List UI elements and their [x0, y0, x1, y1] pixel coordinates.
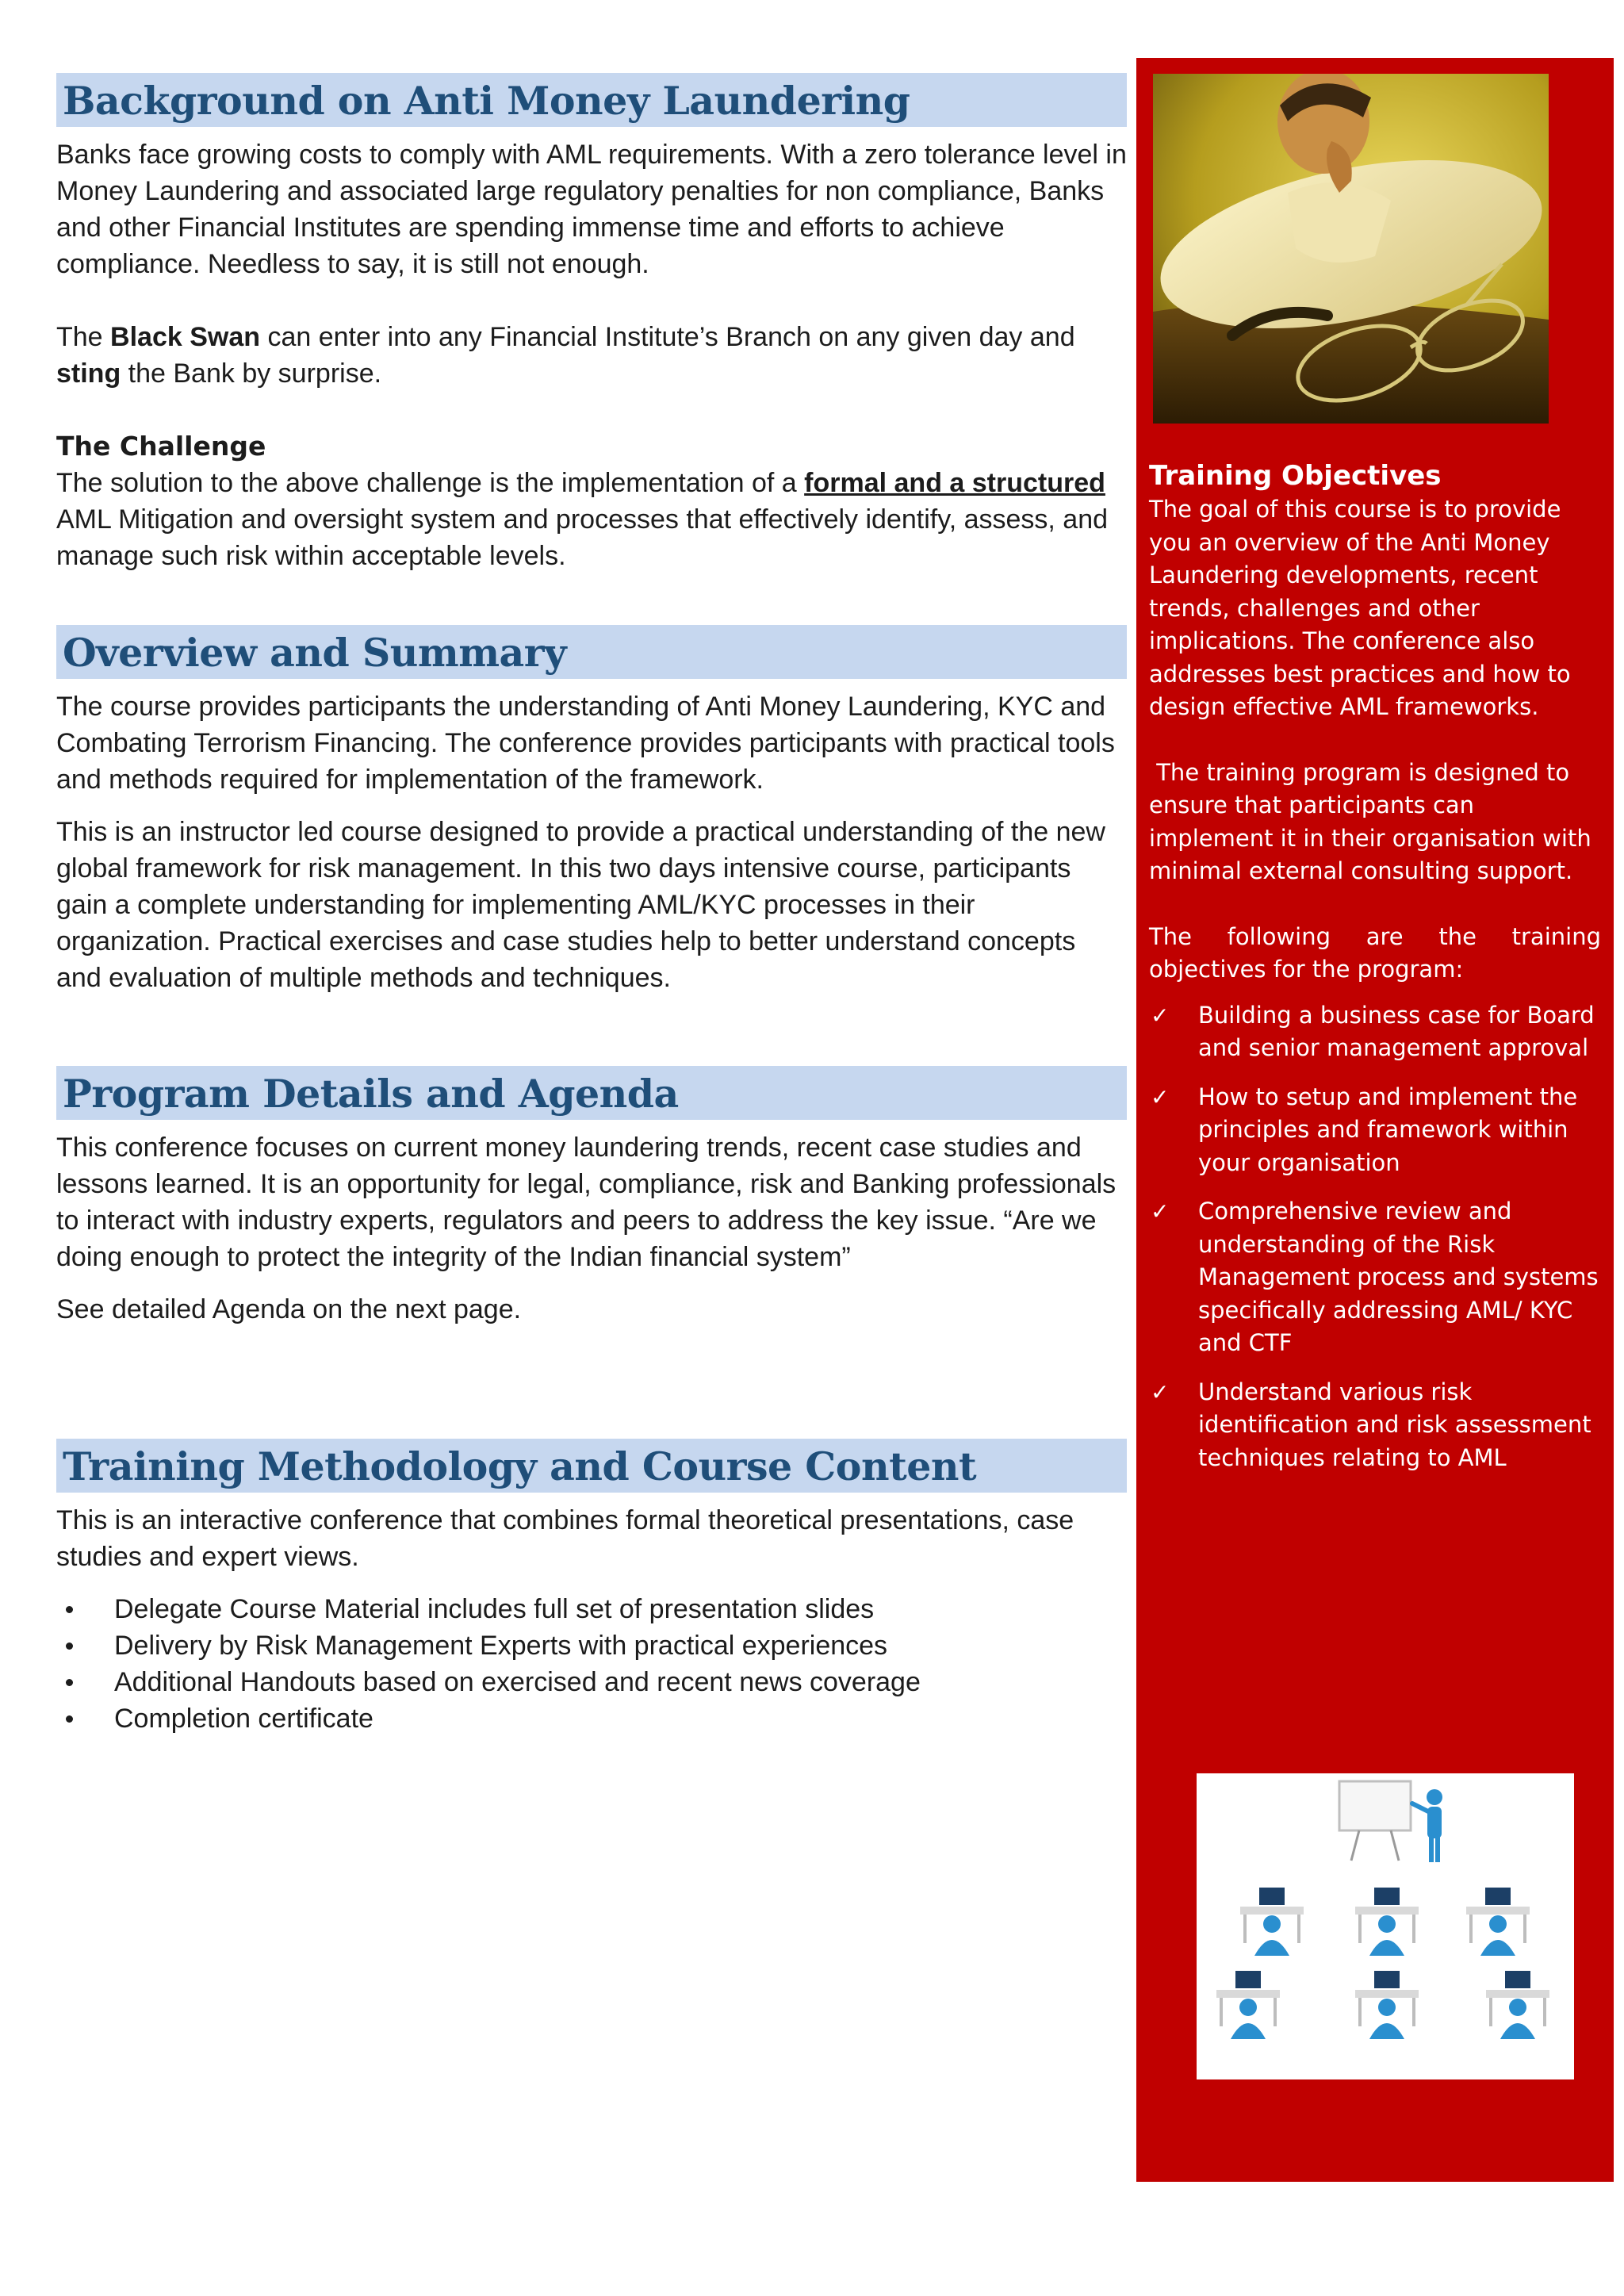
list-item: ✓ How to setup and implement the principles and framework within your organisation — [1149, 1081, 1601, 1180]
list-item: Additional Handouts based on exercised and recent news coverage — [56, 1664, 1127, 1700]
bullet-icon — [66, 1642, 73, 1650]
list-item: ✓ Building a business case for Board and senior management approval — [1149, 999, 1601, 1065]
heading-program: Program Details and Agenda — [56, 1066, 1127, 1120]
methodology-paragraph: This is an interactive conference that combines formal theoretical presentations, case studies and expert views. — [56, 1505, 1074, 1572]
objectives-paragraph-1: The goal of this course is to provide you an overview of the Anti Money Laundering developments, recent trends, challenges and other implications. The conference also addresses best practices and how to design effective AML frameworks. — [1149, 496, 1571, 720]
formal-structured-emphasis: formal and a structured — [804, 468, 1105, 498]
classroom-illustration — [1197, 1773, 1574, 2079]
training-objectives-block — [1149, 458, 1601, 1490]
checkmark-icon: ✓ — [1151, 1378, 1170, 1405]
main-column — [56, 73, 1127, 1737]
challenge-title: The Challenge — [56, 431, 266, 462]
checkmark-icon: ✓ — [1151, 1002, 1170, 1029]
thinking-man-photo — [1153, 74, 1549, 424]
black-swan-term: Black Swan — [110, 322, 261, 352]
objectives-intro-line-2: objectives for the program: — [1149, 956, 1464, 983]
bullet-icon — [66, 1679, 73, 1686]
sidebar-panel — [1136, 58, 1614, 2182]
list-item: ✓ Comprehensive review and understanding of the Risk Management process and systems specifically addressing AML/ KYC and CTF — [1149, 1195, 1601, 1360]
course-content-list — [56, 1591, 1127, 1737]
program-paragraph-1: This conference focuses on current money laundering trends, recent case studies and lessons learned. It is an opportunity for legal, compliance, risk and Banking professionals to interact with industry experts, regulators and peers to address the key issue. “Are we doing enough to protect the integrity of the Indian financial system” — [56, 1133, 1116, 1272]
bullet-icon — [66, 1606, 73, 1613]
list-item: ✓ Understand various risk identification and risk assessment techniques relating to AML — [1149, 1376, 1601, 1475]
list-item: Delegate Course Material includes full set of presentation slides — [56, 1591, 1127, 1627]
training-objectives-title: Training Objectives — [1149, 460, 1442, 492]
overview-paragraph-1: The course provides participants the understanding of Anti Money Laundering, KYC and Combating Terrorism Financing. The conference provides participants with practical tools and methods required for implementation of the framework. — [56, 692, 1115, 795]
black-swan-paragraph: The Black Swan can enter into any Financial Institute’s Branch on any given day and sting the Bank by surprise. — [56, 322, 1075, 389]
list-item: Completion certificate — [56, 1700, 1127, 1737]
challenge-paragraph: The solution to the above challenge is the implementation of a formal and a structured AML Mitigation and oversight system and processes that effectively identify, assess, and manage such risk within acceptable levels. — [56, 468, 1109, 571]
bullet-icon — [66, 1715, 73, 1723]
objectives-list — [1149, 999, 1601, 1475]
objectives-intro-line-1: The following are the training — [1149, 922, 1601, 950]
heading-methodology: Training Methodology and Course Content — [56, 1439, 1127, 1493]
overview-paragraph-2: This is an instructor led course designed to provide a practical understanding of the new global framework for risk management. In this two days intensive course, participants gain a complete understanding for implementing AML/KYC processes in their organization. Practical exercises and case studies help to better understand concepts and evaluation of multiple methods and techniques. — [56, 817, 1105, 993]
list-item: Delivery by Risk Management Experts with practical experiences — [56, 1627, 1127, 1664]
sting-term: sting — [56, 358, 121, 389]
checkmark-icon: ✓ — [1151, 1198, 1170, 1225]
agenda-note: See detailed Agenda on the next page. — [56, 1294, 522, 1324]
heading-overview: Overview and Summary — [56, 625, 1127, 679]
checkmark-icon: ✓ — [1151, 1083, 1170, 1110]
heading-background: Background on Anti Money Laundering — [56, 73, 1127, 127]
objectives-paragraph-2: The training program is designed to ensure that participants can implement it in their organisation with minimal external consulting support. — [1149, 758, 1599, 884]
background-paragraph-1: Banks face growing costs to comply with AML requirements. With a zero tolerance level in Money Laundering and associated large regulatory penalties for non compliance, Banks and other Financial Institutes are spending immense time and efforts to achieve compliance. Needless to say, it is still not enough. — [56, 140, 1127, 279]
